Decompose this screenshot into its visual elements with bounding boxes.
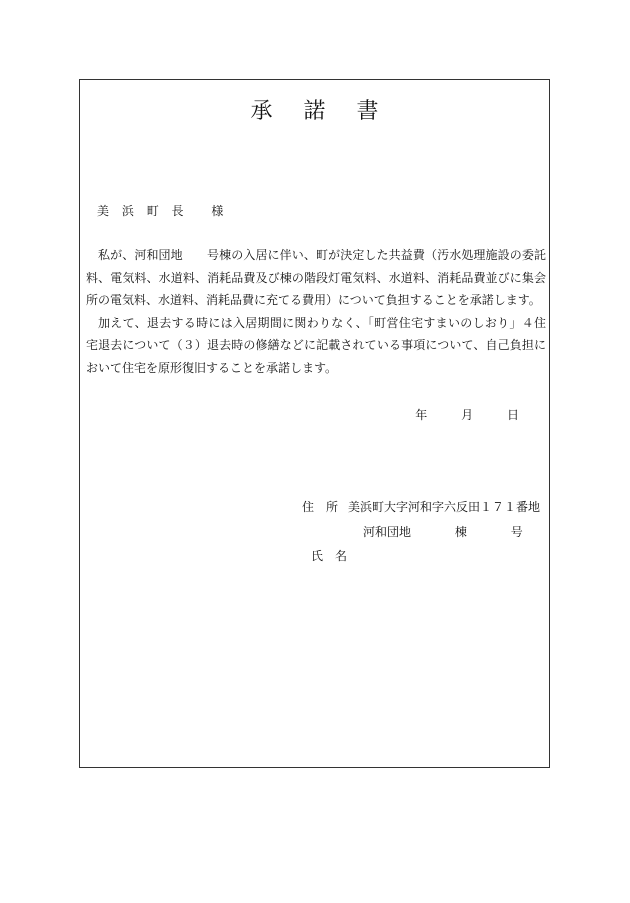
address-label: 住 所 <box>302 500 339 514</box>
title-char: 承 <box>250 99 273 124</box>
addressee-char: 美 <box>97 204 110 218</box>
danchi-line <box>363 523 523 540</box>
number-label: 号 <box>510 525 523 539</box>
paragraph-consent-fees: 私が、河和団地 号棟の入居に伴い、町が決定した共益費（汚水処理施設の委託料、電気料、水道料、消耗品費及び棟の階段灯電気料、水道料、消耗品費並びに集会所の電気料、水道料、消耗品費に充てる費用）について負担することを承諾します。 <box>86 248 546 307</box>
paragraph-restoration: 加えて、退去する時には入居期間に関わりなく、「町営住宅すまいのしおり」４住宅退去について（３）退去時の修繕などに記載されている事項について、自己負担において住宅を原形復旧することを承諾します。 <box>86 315 546 375</box>
addressee-char: 浜 <box>121 204 134 218</box>
title-char: 諾 <box>303 99 326 124</box>
document-body <box>86 244 546 379</box>
address-line <box>302 498 540 515</box>
addressee-honorific: 様 <box>211 204 224 218</box>
title-char: 書 <box>356 99 379 124</box>
date-year-label: 年 <box>415 408 428 422</box>
date-day-label: 日 <box>506 408 519 422</box>
address-value: 美浜町大字河和字六反田１７１番地 <box>348 500 541 514</box>
addressee <box>97 202 232 219</box>
document-title <box>80 94 549 125</box>
name-label: 氏 名 <box>311 549 348 563</box>
date-month-label: 月 <box>461 408 474 422</box>
building-label: 棟 <box>454 525 467 539</box>
date-line <box>415 406 519 423</box>
addressee-char: 長 <box>171 204 184 218</box>
addressee-char: 町 <box>146 204 159 218</box>
document-frame <box>79 79 550 768</box>
danchi-label: 河和団地 <box>363 525 412 539</box>
